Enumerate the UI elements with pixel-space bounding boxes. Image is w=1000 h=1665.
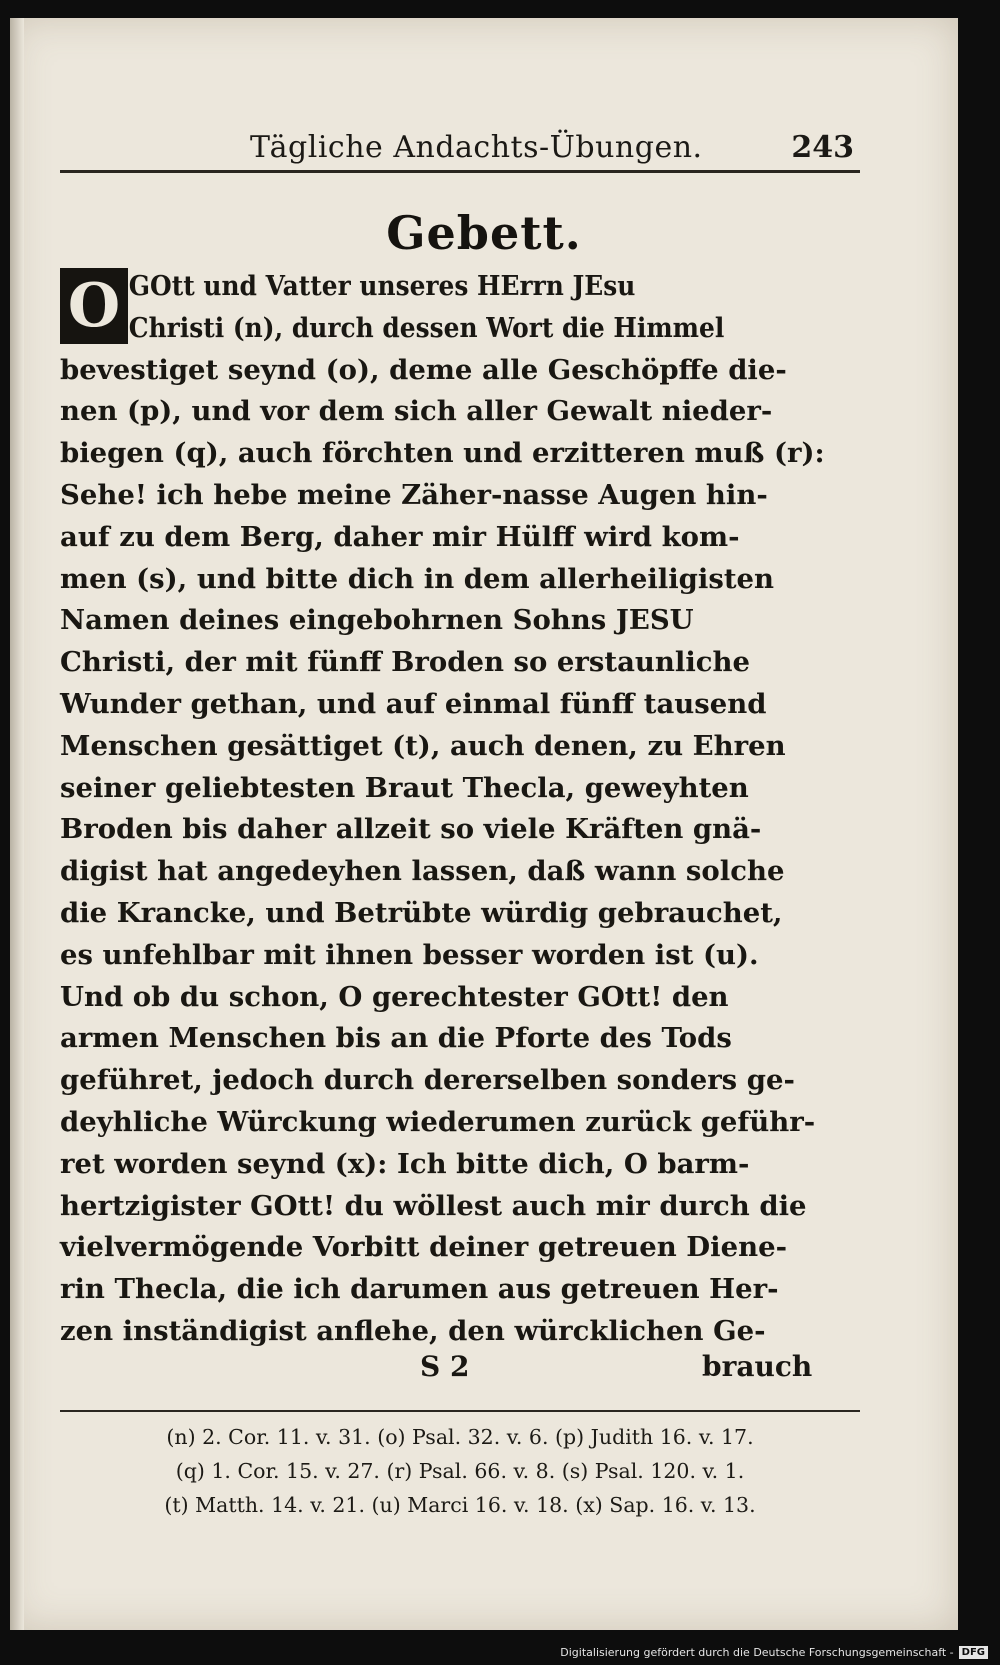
text-line: biegen (q), auch förchten und erzitteren muß (r):	[60, 437, 825, 470]
drop-cap: O	[60, 268, 128, 344]
text-line: zen inständigist anflehe, den würcklichen Ge-	[60, 1314, 766, 1347]
book-page	[10, 18, 958, 1630]
text-line: vielvermögende Vorbitt deiner getreuen Diene-	[60, 1231, 787, 1264]
text-line: Christi, der mit fünff Broden so erstaunliche	[60, 646, 751, 679]
text-line: Menschen gesättiget (t), auch denen, zu Ehren	[60, 729, 786, 762]
text-line: Christi (n), durch dessen Wort die Himmel	[128, 311, 725, 344]
text-line: Namen deines eingebohrnen Sohns JESU	[60, 604, 694, 637]
text-line: digist hat angedeyhen lassen, daß wann solche	[60, 855, 785, 888]
footnote-line: (q) 1. Cor. 15. v. 27. (r) Psal. 66. v. 8. (s) Psal. 120. v. 1.	[175, 1459, 745, 1483]
text-line: Sehe! ich hebe meine Zäher-nasse Augen hin-	[60, 478, 768, 511]
text-line: die Krancke, und Betrübte würdig gebrauchet,	[60, 896, 783, 929]
text-line: men (s), und bitte dich in dem allerheiligisten	[60, 562, 775, 595]
text-line: GOtt und Vatter unseres HErrn JEsu	[128, 270, 636, 302]
text-line: ret worden seynd (x): Ich bitte dich, O barm-	[60, 1147, 750, 1180]
text-line: Wunder gethan, und auf einmal fünff tausend	[60, 687, 767, 720]
footnote-line: (t) Matth. 14. v. 21. (u) Marci 16. v. 18. (x) Sap. 16. v. 13.	[164, 1493, 756, 1517]
text-line: es unfehlbar mit ihnen besser worden ist (u).	[60, 938, 759, 971]
running-head-title: Tägliche Andachts-Übungen.	[250, 130, 703, 165]
signature-mark: S 2	[420, 1350, 470, 1383]
text-line: armen Menschen bis an die Pforte des Tods	[60, 1022, 732, 1055]
running-head	[60, 126, 860, 166]
text-line: deyhliche Würckung wiederumen zurück geführ-	[60, 1105, 816, 1138]
footnote-line: (n) 2. Cor. 11. v. 31. (o) Psal. 32. v. 6. (p) Judith 16. v. 17.	[166, 1425, 754, 1449]
text-line: nen (p), und vor dem sich aller Gewalt nieder-	[60, 395, 773, 428]
page-footer-line	[60, 1350, 860, 1390]
digitization-credit	[560, 1646, 988, 1659]
body-text	[60, 266, 860, 1353]
footnote-rule	[60, 1410, 860, 1412]
text-line: geführet, jedoch durch dererselben sonders ge-	[60, 1064, 795, 1097]
text-line: Broden bis daher allzeit so viele Kräften gnä-	[60, 813, 762, 846]
catchword: brauch	[702, 1350, 813, 1383]
text-line: hertzigister GOtt! du wöllest auch mir durch die	[60, 1189, 807, 1222]
text-line: seiner geliebtesten Braut Thecla, geweyhten	[60, 771, 749, 804]
text-line: Und ob du schon, O gerechtester GOtt! den	[60, 980, 729, 1013]
header-rule	[60, 170, 860, 173]
text-line: rin Thecla, die ich darumen aus getreuen Her-	[60, 1273, 779, 1306]
page-number: 243	[791, 130, 854, 165]
footnotes	[60, 1420, 860, 1522]
text-line: bevestiget seynd (o), deme alle Geschöpffe die-	[60, 353, 787, 386]
text-line: auf zu dem Berg, daher mir Hülff wird kom-	[60, 520, 740, 553]
section-heading: Gebett.	[386, 206, 582, 260]
dfg-logo: DFG	[959, 1646, 988, 1659]
credit-text: Digitalisierung gefördert durch die Deutsche Forschungsgemeinschaft -	[560, 1646, 954, 1659]
